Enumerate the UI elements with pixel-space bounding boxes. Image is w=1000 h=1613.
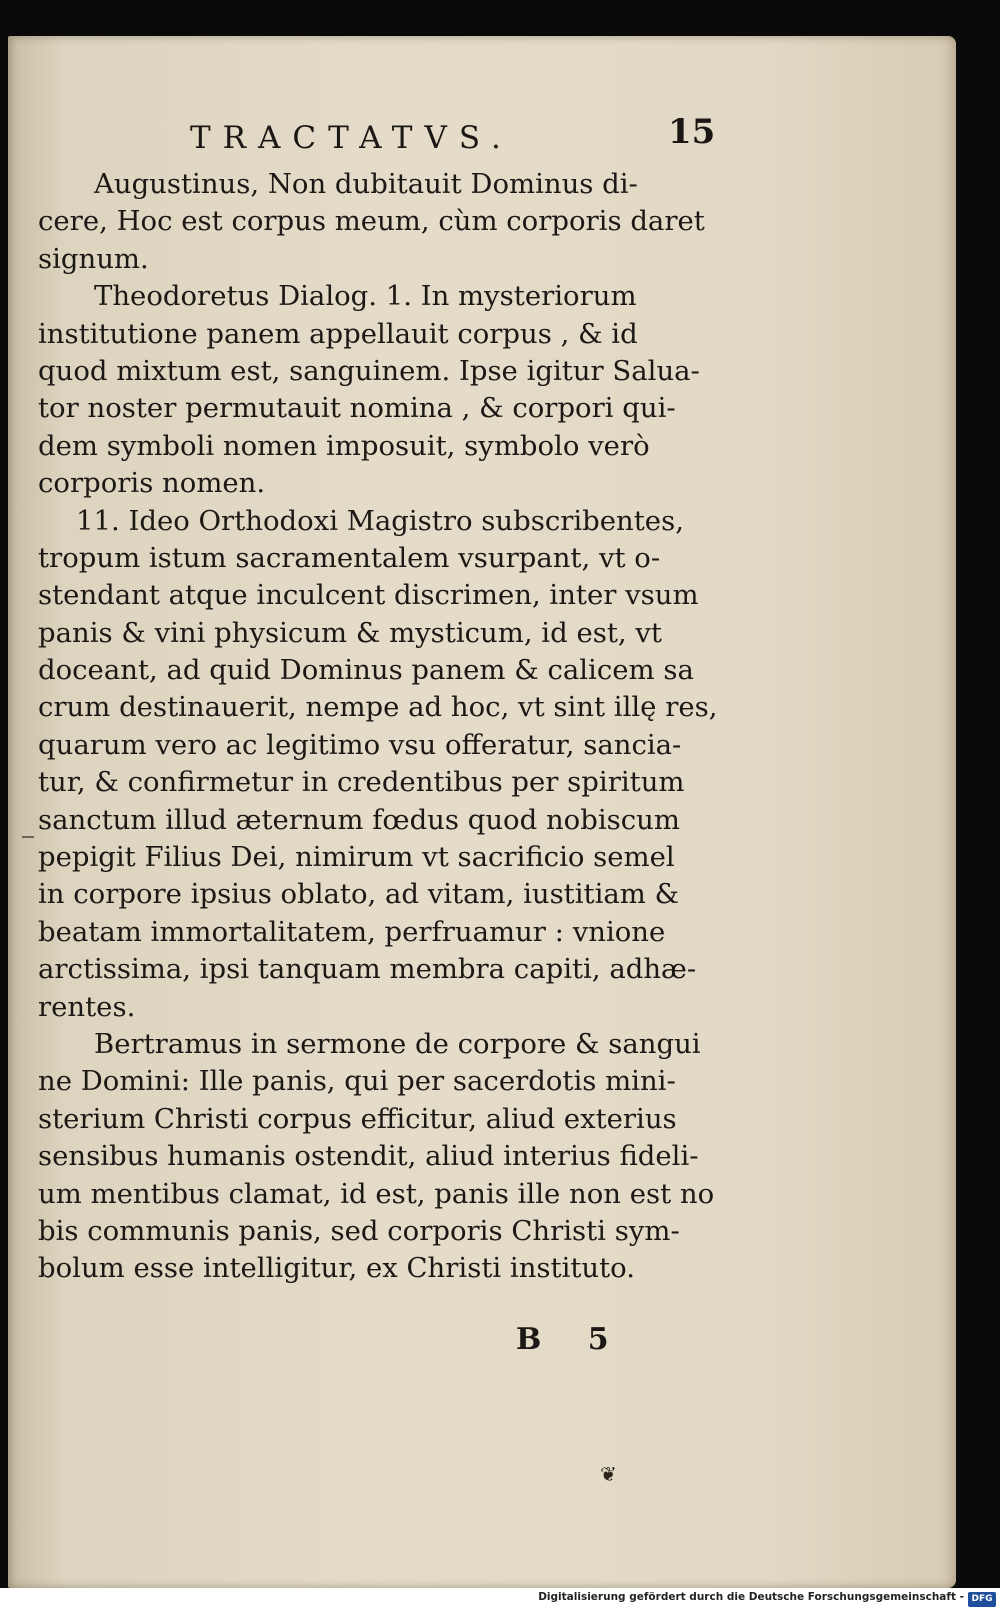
text-line: crum destinauerit, nempe ad hoc, vt sint illę res, — [38, 691, 718, 724]
page-number: 15 — [668, 112, 716, 152]
text-line: arctissima, ipsi tanquam membra capiti, adhæ- — [38, 953, 697, 986]
text-line: sensibus humanis ostendit, aliud interius fideli- — [38, 1140, 699, 1173]
text-line: doceant, ad quid Dominus panem & calicem sa — [38, 654, 694, 687]
text-line: Augustinus, Non dubitauit Dominus di- — [94, 168, 638, 200]
running-head: TRACTATVS. — [190, 120, 513, 156]
dfg-logo-icon: DFG — [968, 1592, 996, 1607]
text-line: 11. Ideo Orthodoxi Magistro subscribentes, — [76, 504, 684, 537]
body-text — [38, 166, 738, 1288]
text-line: tor noster permutauit nomina , & corpori qui- — [38, 392, 676, 425]
margin-mark — [22, 836, 34, 838]
funding-credit: Digitalisierung gefördert durch die Deutsche Forschungsgemeinschaft - — [538, 1591, 964, 1603]
text-line: in corpore ipsius oblato, ad vitam, iustitiam & — [38, 878, 680, 911]
text-line: sanctum illud æternum fœdus quod nobiscum — [38, 803, 680, 836]
text-line: bis communis panis, sed corporis Christi sym- — [38, 1214, 680, 1247]
text-line: institutione panem appellauit corpus , & id — [38, 317, 638, 350]
text-line: tur, & confirmetur in credentibus per spiritum — [38, 766, 685, 799]
text-line: sterium Christi corpus efficitur, aliud exterius — [38, 1102, 677, 1135]
text-line: signum. — [38, 242, 149, 275]
text-line: quarum vero ac legitimo vsu offeratur, sancia- — [38, 728, 682, 761]
text-line: ne Domini: Ille panis, qui per sacerdotis mini- — [38, 1065, 676, 1098]
text-line: dem symboli nomen imposuit, symbolo verò — [38, 429, 650, 462]
text-line: stendant atque inculcent discrimen, inter vsum — [38, 579, 699, 612]
text-line: quod mixtum est, sanguinem. Ipse igitur Salua- — [38, 354, 700, 387]
text-line: Bertramus in sermone de corpore & sangui — [94, 1027, 701, 1060]
text-line: Theodoretus Dialog. 1. In mysteriorum — [94, 280, 637, 313]
text-line: tropum istum sacramentalem vsurpant, vt o- — [38, 541, 661, 574]
text-line: beatam immortalitatem, perfruamur : vnione — [38, 915, 666, 948]
text-line: um mentibus clamat, id est, panis ille non est no — [38, 1177, 715, 1210]
text-line: rentes. — [38, 990, 136, 1023]
ornament-icon: ❦ — [600, 1462, 617, 1486]
text-line: bolum esse intelligitur, ex Christi instituto. — [38, 1252, 635, 1285]
digitization-footer — [0, 1588, 1000, 1613]
text-line: cere, Hoc est corpus meum, cùm corporis daret — [38, 205, 705, 238]
text-line: panis & vini physicum & mysticum, id est, vt — [38, 616, 662, 649]
signature-mark: B 5 — [516, 1322, 627, 1357]
text-line: pepigit Filius Dei, nimirum vt sacrificio semel — [38, 841, 675, 874]
text-line: corporis nomen. — [38, 467, 266, 500]
